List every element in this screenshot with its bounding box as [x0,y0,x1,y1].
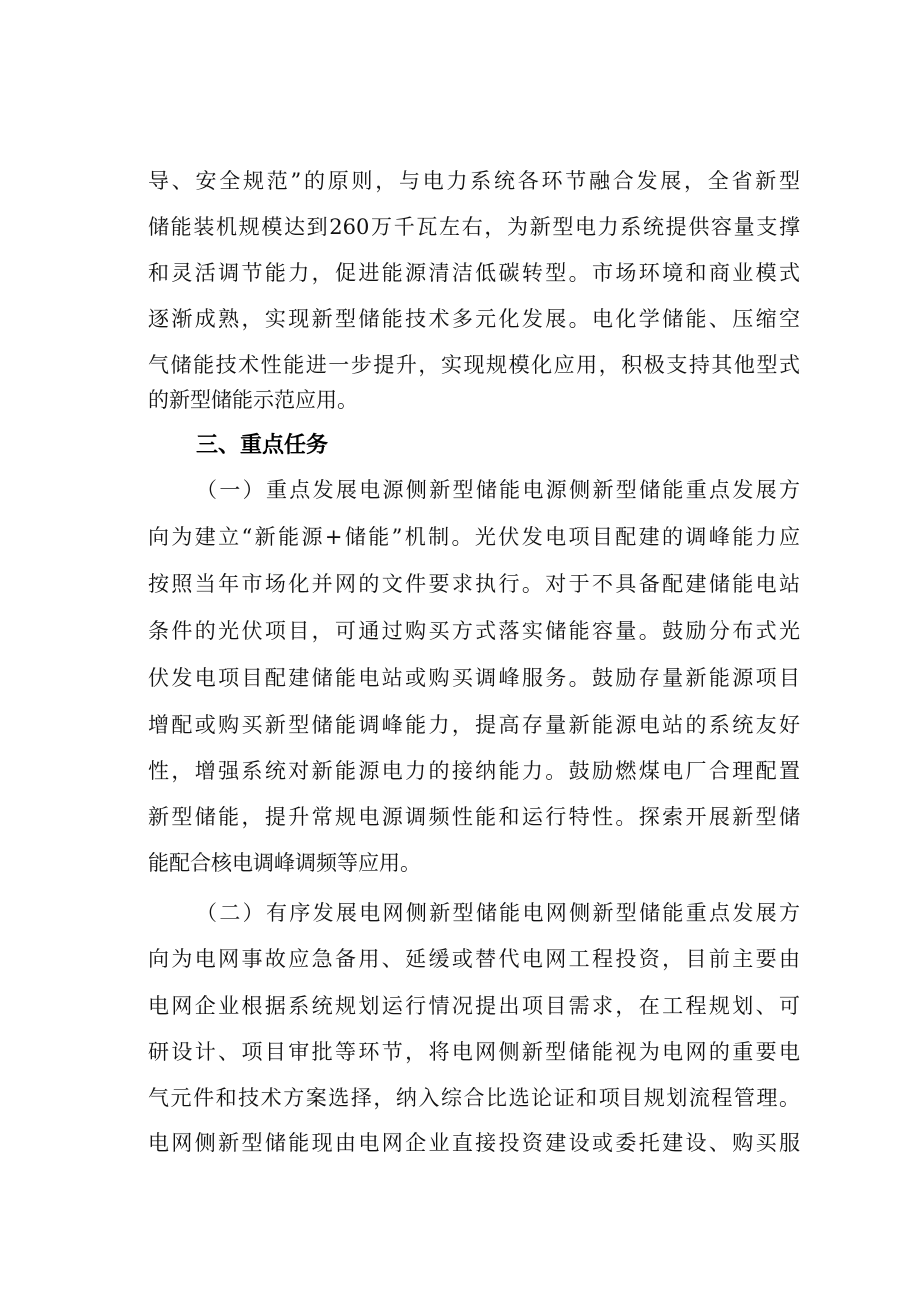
paragraph3-line-6: 电网侧新型储能现由电网企业直接投资建设或委托建设、购买服 [148,1131,800,1155]
paragraph2-line-2: 向为建立“新能源+储能”机制。光伏发电项目配建的调峰能力应 [148,525,800,549]
paragraph2-line-4: 条件的光伏项目，可通过购买方式落实储能容量。鼓励分布式光 [148,619,800,643]
paragraph1-line-5: 气储能技术性能进一步提升，实现规模化应用，积极支持其他型式 [148,353,800,377]
paragraph3-line-5: 气元件和技术方案选择，纳入综合比选论证和项目规划流程管理。 [148,1086,800,1110]
paragraph2-line-7: 性，增强系统对新能源电力的接纳能力。鼓励燃煤电厂合理配置 [148,759,800,783]
paragraph1-line-2: 储能装机规模达到260万千瓦左右，为新型电力系统提供容量支撑 [148,215,800,239]
paragraph3-line-4: 研设计、项目审批等环节，将电网侧新型储能视为电网的重要电 [148,1040,800,1064]
paragraph2-line-3: 按照当年市场化并网的文件要求执行。对于不具备配建储能电站 [148,572,800,596]
paragraph2-line-1: （一）重点发展电源侧新型储能电源侧新型储能重点发展方 [196,478,800,502]
paragraph3-line-2: 向为电网事故应急备用、延缓或替代电网工程投资，目前主要由 [148,947,800,971]
paragraph1-line-4: 逐渐成熟，实现新型储能技术多元化发展。电化学储能、压缩空 [148,307,800,331]
paragraph2-line-6: 增配或购买新型储能调峰能力，提高存量新能源电站的系统友好 [148,713,800,737]
paragraph2-line-8: 新型储能，提升常规电源调频性能和运行特性。探索开展新型储 [148,805,800,829]
paragraph2-line-5: 伏发电项目配建储能电站或购买调峰服务。鼓励存量新能源项目 [148,666,800,690]
paragraph3-line-1: （二）有序发展电网侧新型储能电网侧新型储能重点发展方 [196,901,800,925]
paragraph1-line-1: 导、安全规范”的原则，与电力系统各环节融合发展，全省新型 [148,169,800,193]
section-heading: 三、重点任务 [196,433,329,458]
paragraph1-line-3: 和灵活调节能力，促进能源清洁低碳转型。市场环境和商业模式 [148,261,800,285]
paragraph3-line-3: 电网企业根据系统规划运行情况提出项目需求，在工程规划、可 [148,994,800,1018]
paragraph2-line-9: 能配合核电调峰调频等应用。 [148,851,421,875]
paragraph1-line-6: 的新型储能示范应用。 [148,388,358,412]
